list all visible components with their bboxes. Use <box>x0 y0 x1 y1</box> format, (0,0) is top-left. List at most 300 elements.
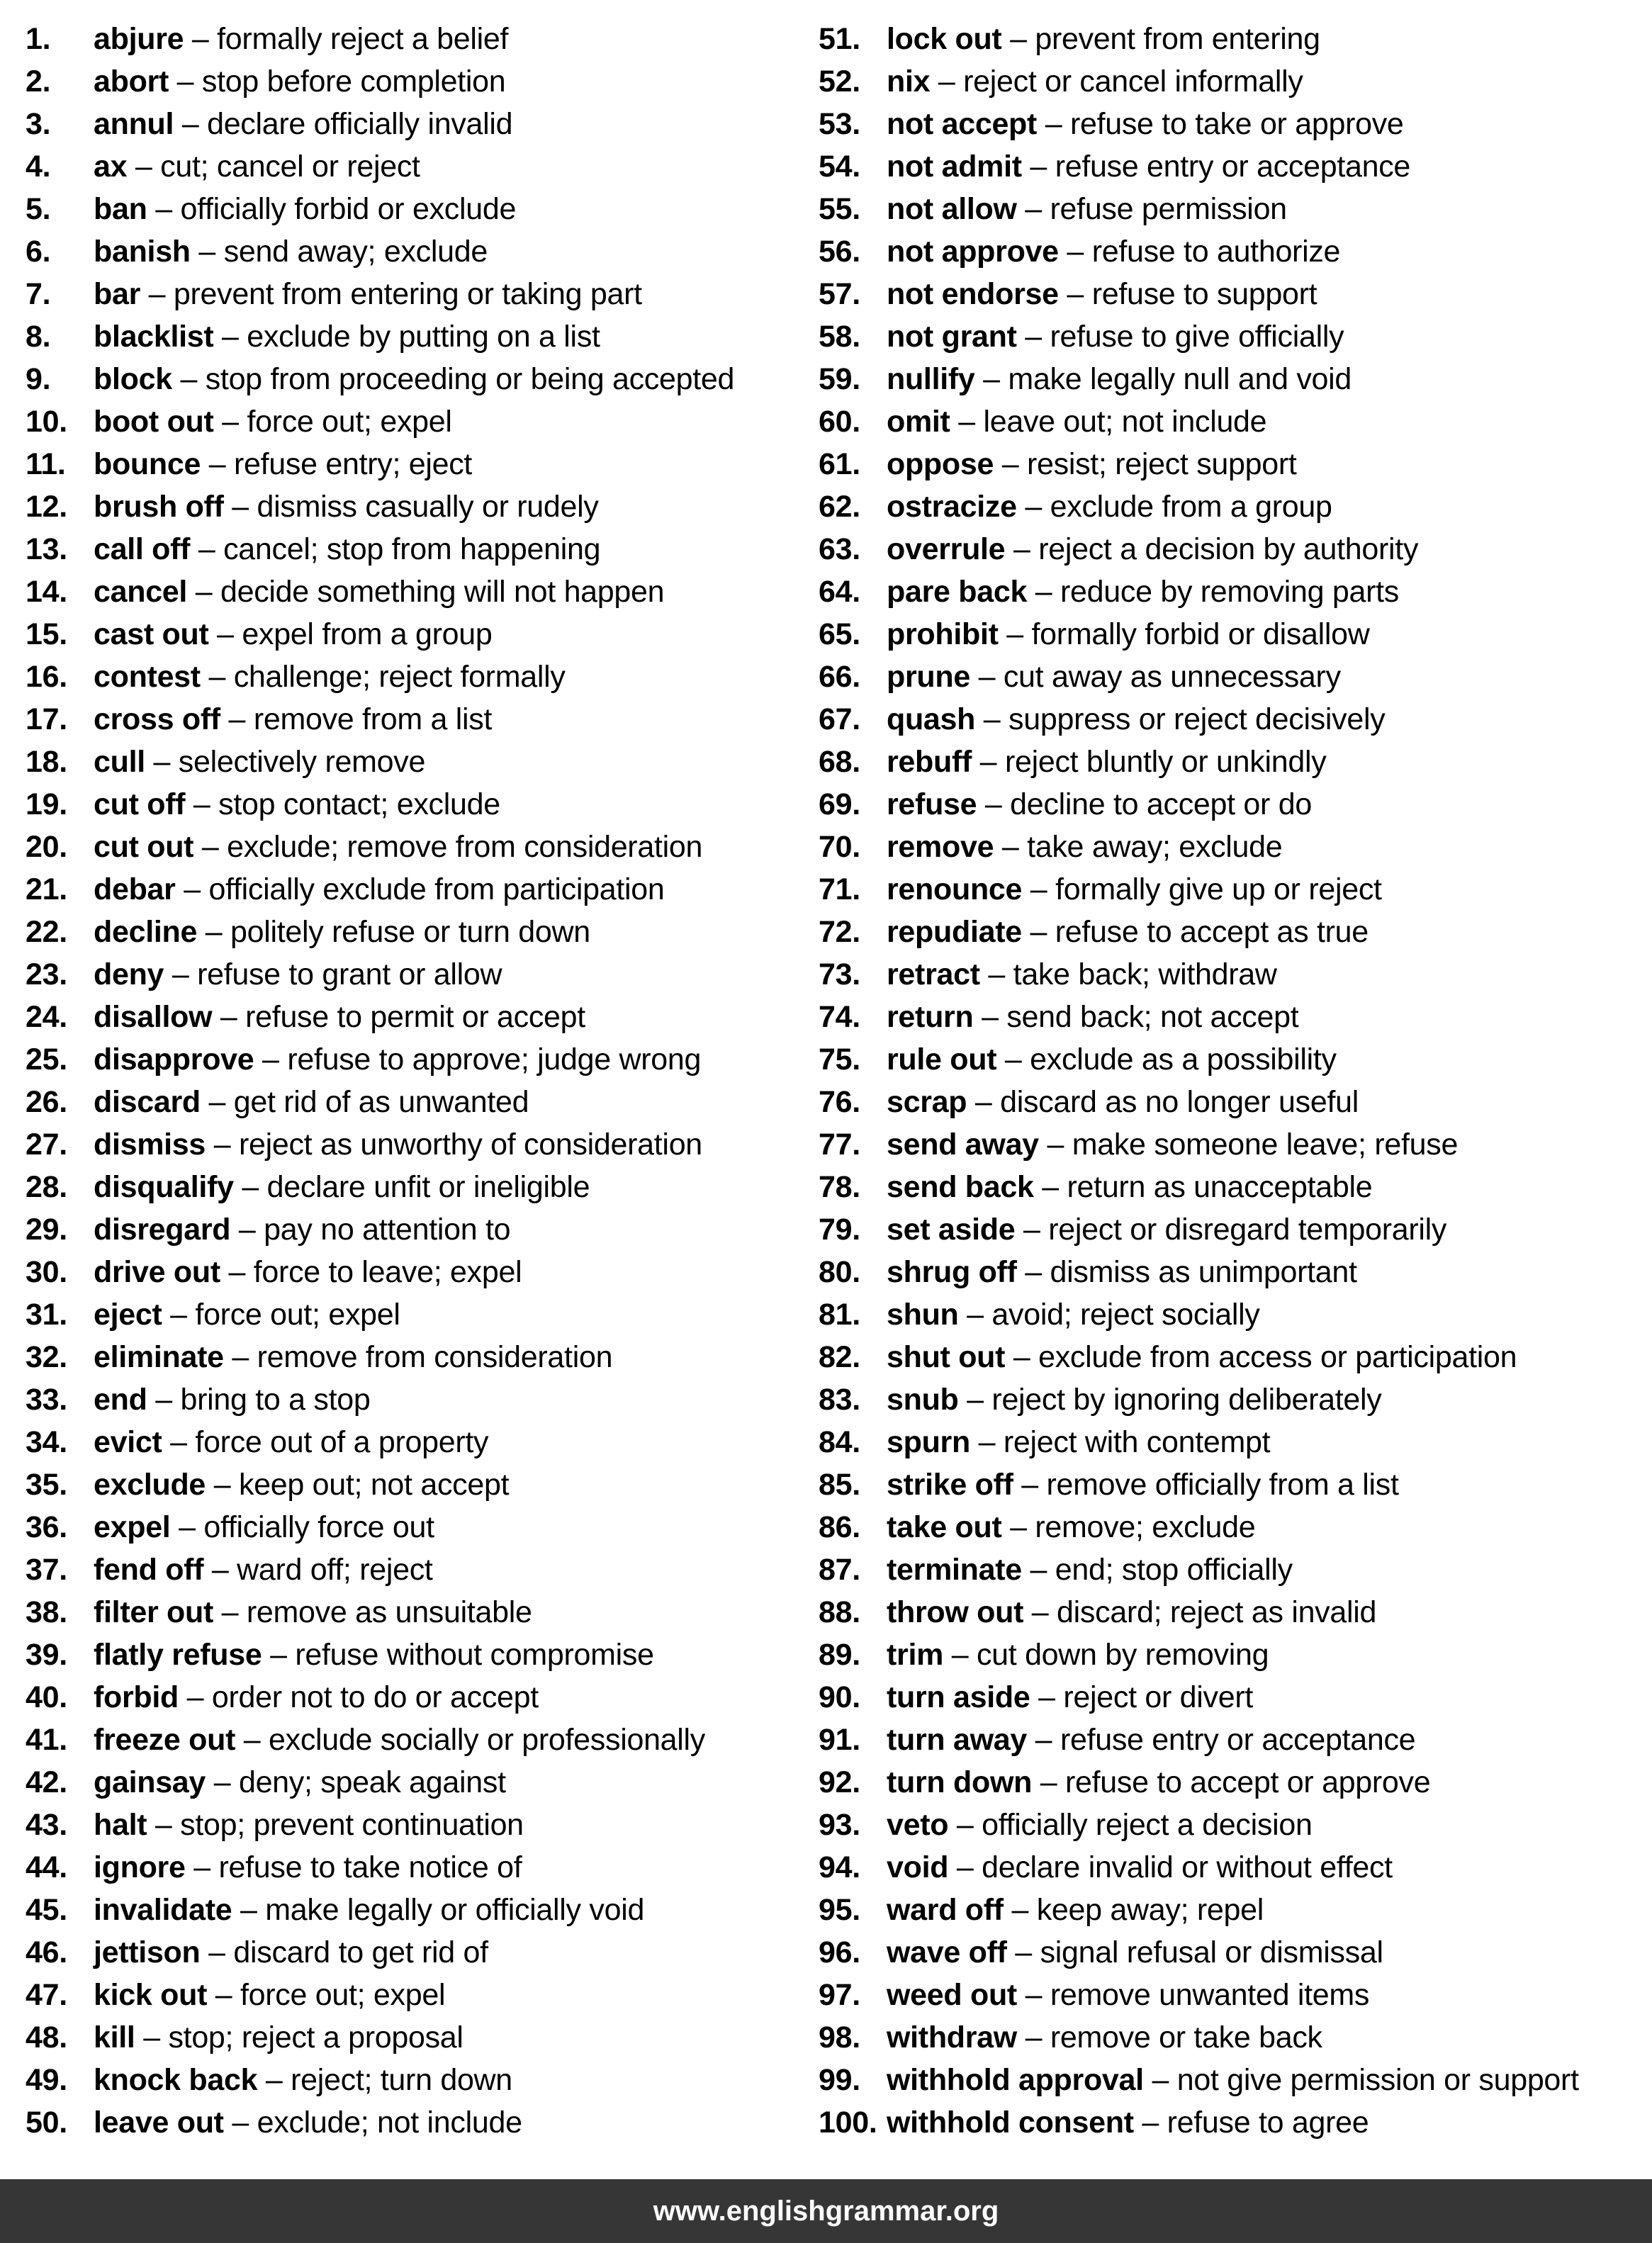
item-word: ax <box>94 150 128 184</box>
item-number: 46. <box>26 1935 67 1969</box>
item-definition: – make someone leave; refuse <box>1038 1128 1459 1162</box>
list-item <box>819 1676 1579 1719</box>
item-word: not approve <box>887 235 1059 269</box>
list-item <box>26 1931 734 1974</box>
list-item <box>819 145 1579 188</box>
item-word: ignore <box>94 1850 186 1884</box>
item-definition: – pay no attention to <box>230 1213 511 1247</box>
item-number: 87. <box>819 1553 860 1587</box>
item-word: return <box>887 1000 974 1034</box>
list-item <box>26 1081 734 1123</box>
item-number: 2. <box>26 64 51 99</box>
item-number: 79. <box>819 1213 860 1247</box>
item-word: not grant <box>887 320 1017 354</box>
item-number: 7. <box>26 277 51 311</box>
list-item <box>26 1591 734 1634</box>
item-number: 30. <box>26 1255 67 1289</box>
item-word: prune <box>887 660 970 694</box>
item-definition: – refuse to accept as true <box>1021 915 1369 949</box>
item-number: 10. <box>26 405 67 439</box>
item-definition: – send away; exclude <box>190 235 488 269</box>
item-word: brush off <box>94 490 224 524</box>
list-item <box>26 1676 734 1719</box>
item-word: ward off <box>887 1893 1004 1927</box>
list-item <box>26 1166 734 1208</box>
list-item <box>26 868 734 911</box>
item-word: debar <box>94 872 176 906</box>
list-item <box>26 1208 734 1251</box>
item-word: block <box>94 362 172 396</box>
item-number: 71. <box>819 872 860 906</box>
item-number: 60. <box>819 405 860 439</box>
list-item <box>26 1761 734 1804</box>
list-item <box>26 358 734 400</box>
item-definition: – force to leave; expel <box>220 1255 522 1289</box>
item-word: decline <box>94 915 198 949</box>
list-item <box>819 1166 1579 1208</box>
item-word: expel <box>94 1510 171 1544</box>
list-item <box>26 1889 734 1931</box>
list-item <box>819 1634 1579 1676</box>
item-word: not accept <box>887 107 1038 141</box>
list-item <box>819 1251 1579 1293</box>
item-definition: – formally reject a belief <box>184 22 509 56</box>
item-word: retract <box>887 957 980 991</box>
item-word: throw out <box>887 1595 1024 1629</box>
item-word: banish <box>94 235 191 269</box>
list-item <box>26 1548 734 1591</box>
list-item <box>26 2016 734 2059</box>
item-number: 72. <box>819 915 860 949</box>
item-word: veto <box>887 1808 949 1842</box>
item-definition: – dismiss casually or rudely <box>223 490 599 524</box>
item-definition: – force out; expel <box>162 1298 400 1332</box>
item-definition: – refuse to support <box>1058 277 1317 311</box>
list-item <box>819 188 1579 230</box>
list-item <box>819 230 1579 273</box>
list-item <box>26 60 734 103</box>
list-item <box>26 485 734 528</box>
item-definition: – refuse to agree <box>1133 2106 1369 2140</box>
item-number: 32. <box>26 1340 67 1374</box>
item-word: send away <box>887 1128 1039 1162</box>
item-number: 92. <box>819 1765 860 1799</box>
item-word: take out <box>887 1510 1002 1544</box>
item-word: cancel <box>94 575 188 609</box>
item-word: cut out <box>94 830 194 864</box>
item-word: freeze out <box>94 1723 236 1757</box>
list-item <box>819 868 1579 911</box>
item-definition: – reject with contempt <box>970 1425 1271 1459</box>
item-definition: – deny; speak against <box>206 1765 506 1799</box>
item-number: 41. <box>26 1723 67 1757</box>
list-item <box>819 315 1579 358</box>
item-number: 20. <box>26 830 67 864</box>
item-word: snub <box>887 1383 959 1417</box>
item-word: overrule <box>887 532 1006 566</box>
item-definition: – stop; prevent continuation <box>147 1808 524 1842</box>
item-number: 77. <box>819 1128 860 1162</box>
list-item <box>819 1548 1579 1591</box>
item-word: scrap <box>887 1085 967 1119</box>
item-number: 86. <box>819 1510 860 1544</box>
item-number: 9. <box>26 362 51 396</box>
item-word: drive out <box>94 1255 220 1289</box>
item-word: cast out <box>94 617 209 651</box>
item-number: 66. <box>819 660 860 694</box>
item-definition: – refuse to take notice of <box>185 1850 522 1884</box>
item-word: disqualify <box>94 1170 234 1204</box>
item-definition: – bring to a stop <box>147 1383 371 1417</box>
item-word: disregard <box>94 1213 231 1247</box>
item-definition: – remove; exclude <box>1001 1510 1256 1544</box>
item-number: 11. <box>26 447 66 481</box>
item-number: 17. <box>26 702 67 736</box>
item-definition: – return as unacceptable <box>1033 1170 1373 1204</box>
item-word: boot out <box>94 405 214 439</box>
item-definition: – cut down by removing <box>943 1638 1269 1672</box>
item-number: 88. <box>819 1595 860 1629</box>
list-item <box>26 1421 734 1463</box>
item-number: 27. <box>26 1128 67 1162</box>
item-word: weed out <box>887 1978 1017 2012</box>
list-item <box>819 698 1579 741</box>
item-word: wave off <box>887 1935 1007 1969</box>
item-word: pare back <box>887 575 1028 609</box>
item-definition: – order not to do or accept <box>179 1680 539 1714</box>
item-definition: – remove unwanted items <box>1016 1978 1370 2012</box>
list-item <box>26 528 734 570</box>
item-number: 75. <box>819 1042 860 1076</box>
item-number: 49. <box>26 2063 67 2097</box>
item-number: 63. <box>819 532 860 566</box>
item-word: fend off <box>94 1553 204 1587</box>
item-number: 35. <box>26 1468 67 1502</box>
list-item <box>819 570 1579 613</box>
item-definition: – officially exclude from participation <box>175 872 665 906</box>
list-item <box>819 656 1579 698</box>
item-word: exclude <box>94 1468 206 1502</box>
item-number: 3. <box>26 107 51 141</box>
item-word: flatly refuse <box>94 1638 262 1672</box>
item-number: 52. <box>819 64 860 99</box>
list-item <box>819 1208 1579 1251</box>
item-number: 42. <box>26 1765 67 1799</box>
item-word: spurn <box>887 1425 970 1459</box>
item-word: bounce <box>94 447 201 481</box>
item-definition: – remove from a list <box>220 702 493 736</box>
item-word: disapprove <box>94 1042 254 1076</box>
item-number: 44. <box>26 1850 67 1884</box>
item-number: 47. <box>26 1978 67 2012</box>
item-word: eliminate <box>94 1340 224 1374</box>
item-definition: – challenge; reject formally <box>200 660 566 694</box>
list-item <box>819 996 1579 1038</box>
list-item <box>819 1846 1579 1889</box>
item-definition: – reject by ignoring deliberately <box>958 1383 1382 1417</box>
item-number: 99. <box>819 2063 860 2097</box>
item-word: not admit <box>887 150 1022 184</box>
item-word: withdraw <box>887 2020 1017 2054</box>
item-definition: – leave out; not include <box>950 405 1267 439</box>
item-definition: – politely refuse or turn down <box>197 915 590 949</box>
item-word: remove <box>887 830 994 864</box>
item-word: set aside <box>887 1213 1016 1247</box>
list-item <box>819 1293 1579 1336</box>
item-definition: – refuse to accept or approve <box>1032 1765 1431 1799</box>
item-definition: – declare unfit or ineligible <box>233 1170 590 1204</box>
item-definition: – get rid of as unwanted <box>200 1085 529 1119</box>
item-word: shrug off <box>887 1255 1017 1289</box>
list-item <box>26 656 734 698</box>
item-definition: – exclude socially or professionally <box>235 1723 706 1757</box>
list-item <box>819 741 1579 783</box>
item-word: withhold approval <box>887 2063 1144 2097</box>
item-number: 68. <box>819 745 860 779</box>
item-definition: – stop before completion <box>169 64 506 99</box>
item-definition: – suppress or reject decisively <box>975 702 1386 736</box>
item-word: shun <box>887 1298 959 1332</box>
item-definition: – exclude from access or participation <box>1005 1340 1517 1374</box>
list-item <box>26 911 734 953</box>
item-word: renounce <box>887 872 1023 906</box>
list-item <box>819 1974 1579 2016</box>
item-word: kick out <box>94 1978 208 2012</box>
item-number: 12. <box>26 490 67 524</box>
item-number: 25. <box>26 1042 67 1076</box>
list-item <box>26 1293 734 1336</box>
item-number: 83. <box>819 1383 860 1417</box>
item-word: terminate <box>887 1553 1022 1587</box>
item-word: contest <box>94 660 201 694</box>
item-definition: – reject bluntly or unkindly <box>972 745 1327 779</box>
list-item <box>26 1634 734 1676</box>
item-word: abjure <box>94 22 184 56</box>
list-item <box>26 1378 734 1421</box>
item-number: 54. <box>819 150 860 184</box>
item-number: 97. <box>819 1978 860 2012</box>
item-number: 59. <box>819 362 860 396</box>
list-item <box>26 2059 734 2101</box>
item-definition: – resist; reject support <box>994 447 1297 481</box>
item-definition: – reduce by removing parts <box>1027 575 1399 609</box>
list-item <box>819 1336 1579 1378</box>
item-definition: – cut away as unnecessary <box>970 660 1341 694</box>
list-item <box>819 103 1579 145</box>
list-item <box>26 953 734 996</box>
list-item <box>819 613 1579 656</box>
item-word: shut out <box>887 1340 1006 1374</box>
item-word: kill <box>94 2020 135 2054</box>
item-number: 73. <box>819 957 860 991</box>
item-definition: – refuse to give officially <box>1016 320 1344 354</box>
list-item <box>819 2101 1579 2144</box>
item-definition: – cancel; stop from happening <box>190 532 601 566</box>
list-item <box>819 273 1579 315</box>
item-word: omit <box>887 405 950 439</box>
item-word: disallow <box>94 1000 213 1034</box>
item-number: 64. <box>819 575 860 609</box>
item-number: 15. <box>26 617 67 651</box>
item-word: cross off <box>94 702 220 736</box>
item-word: rebuff <box>887 745 972 779</box>
item-definition: – make legally or officially void <box>232 1893 645 1927</box>
list-item <box>819 18 1579 60</box>
list-item <box>819 60 1579 103</box>
list-item <box>819 485 1579 528</box>
item-word: turn aside <box>887 1680 1030 1714</box>
item-number: 96. <box>819 1935 860 1969</box>
list-item <box>26 1123 734 1166</box>
footer-bar <box>0 2179 1652 2243</box>
list-item <box>26 400 734 443</box>
item-number: 18. <box>26 745 67 779</box>
item-number: 94. <box>819 1850 860 1884</box>
item-word: strike off <box>887 1468 1013 1502</box>
item-definition: – take away; exclude <box>994 830 1283 864</box>
list-item <box>26 230 734 273</box>
list-item <box>26 1846 734 1889</box>
item-number: 70. <box>819 830 860 864</box>
item-definition: – reject; turn down <box>257 2063 512 2097</box>
item-number: 45. <box>26 1893 67 1927</box>
item-definition: – signal refusal or dismissal <box>1006 1935 1383 1969</box>
item-number: 34. <box>26 1425 67 1459</box>
item-definition: – officially forbid or exclude <box>147 192 517 226</box>
item-word: gainsay <box>94 1765 206 1799</box>
item-definition: – reject or disregard temporarily <box>1015 1213 1447 1247</box>
item-word: filter out <box>94 1595 213 1629</box>
item-word: oppose <box>887 447 994 481</box>
list-item <box>819 1463 1579 1506</box>
item-definition: – decide something will not happen <box>187 575 665 609</box>
item-number: 40. <box>26 1680 67 1714</box>
item-number: 28. <box>26 1170 67 1204</box>
item-number: 90. <box>819 1680 860 1714</box>
item-number: 22. <box>26 915 67 949</box>
item-number: 76. <box>819 1085 860 1119</box>
list-item <box>819 1889 1579 1931</box>
item-number: 84. <box>819 1425 860 1459</box>
item-definition: – not give permission or support <box>1143 2063 1579 2097</box>
item-word: ban <box>94 192 147 226</box>
item-number: 14. <box>26 575 67 609</box>
list-item <box>26 783 734 826</box>
item-definition: – officially reject a decision <box>948 1808 1313 1842</box>
item-number: 56. <box>819 235 860 269</box>
item-word: nullify <box>887 362 975 396</box>
item-definition: – remove officially from a list <box>1013 1468 1399 1502</box>
item-word: knock back <box>94 2063 258 2097</box>
item-word: cull <box>94 745 145 779</box>
list-item <box>26 1336 734 1378</box>
list-item <box>26 1506 734 1548</box>
item-definition: – reject as unworthy of consideration <box>206 1128 702 1162</box>
list-item <box>26 2101 734 2144</box>
item-number: 65. <box>819 617 860 651</box>
list-item <box>819 2059 1579 2101</box>
item-definition: – force out; expel <box>213 405 452 439</box>
item-word: evict <box>94 1425 162 1459</box>
item-number: 74. <box>819 1000 860 1034</box>
list-item <box>819 528 1579 570</box>
item-number: 80. <box>819 1255 860 1289</box>
item-number: 93. <box>819 1808 860 1842</box>
item-number: 29. <box>26 1213 67 1247</box>
item-word: turn down <box>887 1765 1033 1799</box>
item-definition: – declare officially invalid <box>174 107 513 141</box>
item-definition: – formally forbid or disallow <box>998 617 1370 651</box>
list-item <box>819 953 1579 996</box>
item-definition: – refuse without compromise <box>262 1638 654 1672</box>
item-number: 36. <box>26 1510 67 1544</box>
item-number: 23. <box>26 957 67 991</box>
item-number: 16. <box>26 660 67 694</box>
item-number: 5. <box>26 192 51 226</box>
item-word: eject <box>94 1298 162 1332</box>
item-word: rule out <box>887 1042 997 1076</box>
item-definition: – exclude by putting on a list <box>213 320 600 354</box>
item-definition: – exclude; remove from consideration <box>193 830 703 864</box>
item-definition: – ward off; reject <box>203 1553 433 1587</box>
item-definition: – keep out; not accept <box>206 1468 510 1502</box>
item-word: annul <box>94 107 174 141</box>
item-number: 81. <box>819 1298 860 1332</box>
item-number: 61. <box>819 447 860 481</box>
item-number: 48. <box>26 2020 67 2054</box>
item-word: repudiate <box>887 915 1022 949</box>
list-item <box>26 996 734 1038</box>
list-item <box>819 400 1579 443</box>
item-word: end <box>94 1383 147 1417</box>
item-definition: – dismiss as unimportant <box>1016 1255 1357 1289</box>
item-word: halt <box>94 1808 147 1842</box>
list-item <box>26 1251 734 1293</box>
list-item <box>819 1761 1579 1804</box>
item-definition: – exclude; not include <box>223 2106 522 2140</box>
item-number: 82. <box>819 1340 860 1374</box>
list-item <box>819 911 1579 953</box>
item-word: quash <box>887 702 976 736</box>
item-definition: – reject or divert <box>1030 1680 1254 1714</box>
list-item <box>26 698 734 741</box>
item-definition: – end; stop officially <box>1021 1553 1293 1587</box>
item-number: 95. <box>819 1893 860 1927</box>
item-definition: – refuse entry; eject <box>201 447 473 481</box>
list-item <box>819 783 1579 826</box>
item-number: 57. <box>819 277 860 311</box>
list-item <box>26 570 734 613</box>
item-number: 100. <box>819 2106 877 2140</box>
item-number: 37. <box>26 1553 67 1587</box>
item-word: refuse <box>887 787 977 821</box>
item-number: 6. <box>26 235 51 269</box>
item-definition: – take back; withdraw <box>979 957 1277 991</box>
item-definition: – decline to accept or do <box>977 787 1312 821</box>
item-definition: – force out; expel <box>207 1978 446 2012</box>
item-number: 39. <box>26 1638 67 1672</box>
item-definition: – refuse entry or acceptance <box>1021 150 1411 184</box>
item-definition: – exclude from a group <box>1016 490 1332 524</box>
list-item <box>26 1719 734 1761</box>
item-word: bar <box>94 277 141 311</box>
item-number: 89. <box>819 1638 860 1672</box>
item-number: 43. <box>26 1808 67 1842</box>
list-item <box>819 1931 1579 1974</box>
list-item <box>819 358 1579 400</box>
item-number: 31. <box>26 1298 67 1332</box>
item-definition: – stop contact; exclude <box>185 787 500 821</box>
